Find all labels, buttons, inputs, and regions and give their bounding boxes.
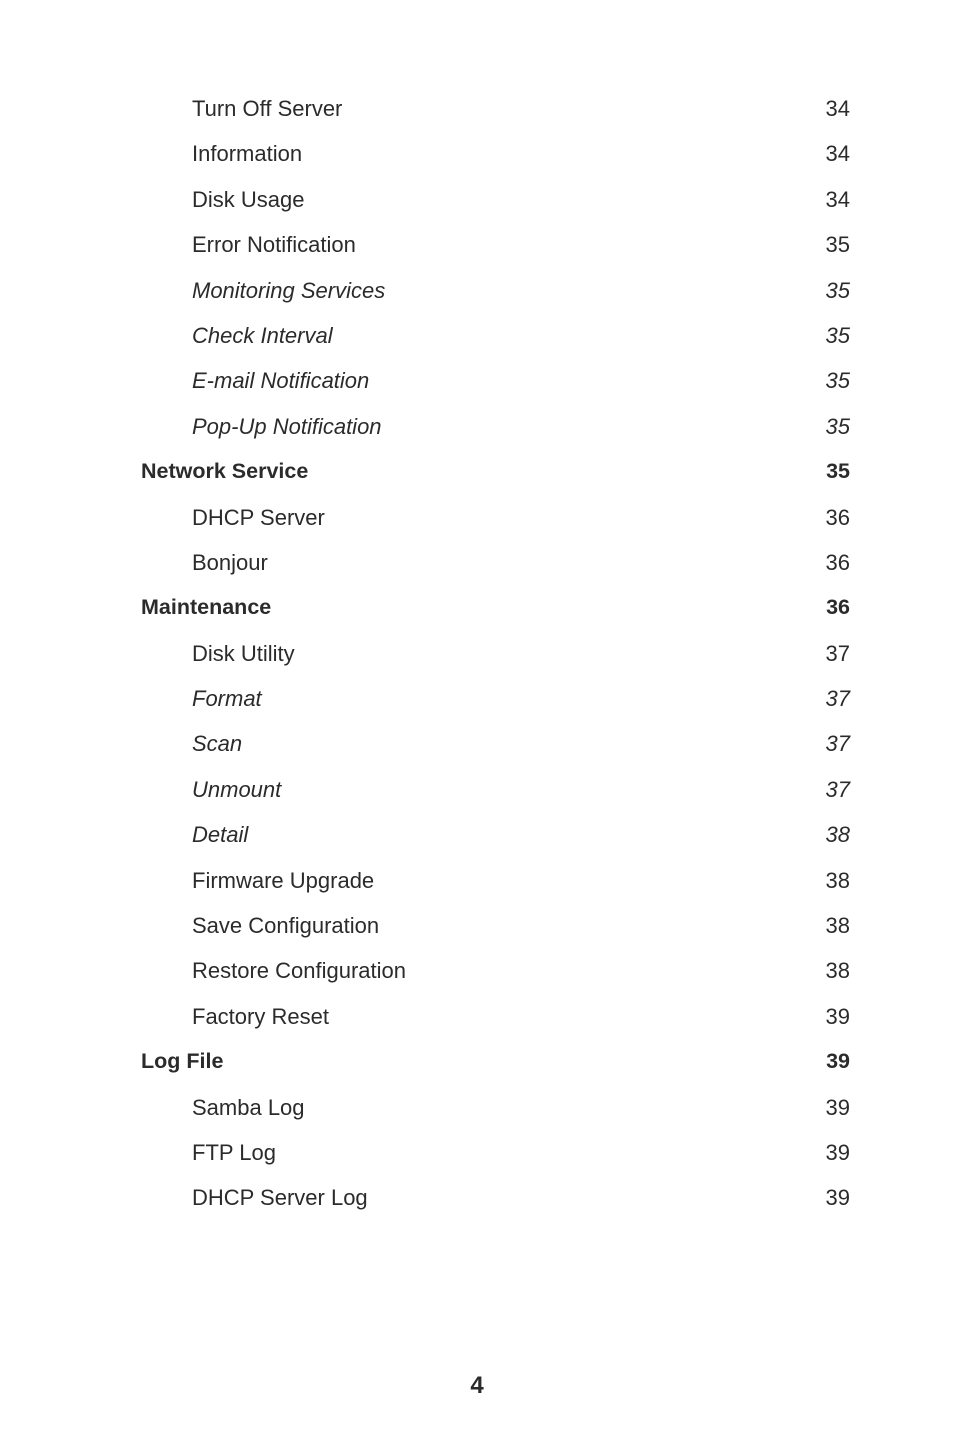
toc-entry-page-number: 35	[825, 232, 850, 258]
toc-entry-title: E-mail Notification	[192, 368, 370, 394]
toc-entry-title: Firmware Upgrade	[192, 867, 375, 893]
toc-entry-row[interactable]	[0, 631, 954, 676]
toc-entry-page-number: 34	[825, 141, 850, 167]
toc-entry-page-number: 35	[825, 277, 850, 303]
toc-entry-page-number: 37	[825, 731, 850, 757]
toc-entry-title: Detail	[192, 822, 249, 848]
toc-entry-page-number: 38	[825, 822, 850, 848]
toc-section-row[interactable]	[0, 1039, 954, 1084]
toc-entry-row[interactable]	[0, 1085, 954, 1130]
toc-entry-row[interactable]	[0, 812, 954, 857]
toc-entry-title: Scan	[192, 731, 243, 757]
toc-entry-row[interactable]	[0, 858, 954, 903]
toc-entry-page-number: 35	[825, 413, 850, 439]
toc-entry-row[interactable]	[0, 994, 954, 1039]
toc-entry-row[interactable]	[0, 948, 954, 993]
toc-entry-title: Maintenance	[141, 595, 272, 620]
toc-entry-page-number: 35	[825, 322, 850, 348]
toc-entry-title: Pop-Up Notification	[192, 413, 382, 439]
toc-entry-title: Information	[192, 141, 303, 167]
toc-entry-title: Log File	[141, 1049, 224, 1074]
toc-entry-row[interactable]	[0, 540, 954, 585]
toc-entry-row[interactable]	[0, 131, 954, 176]
toc-entry-page-number: 34	[825, 96, 850, 121]
toc-entry-title: DHCP Server Log	[192, 1185, 368, 1211]
toc-entry-page-number: 39	[825, 1185, 850, 1211]
toc-entry-page-number: 37	[825, 686, 850, 712]
toc-entry-page-number: 39	[825, 1139, 850, 1165]
toc-section-row[interactable]	[0, 449, 954, 494]
toc-entry-page-number: 35	[825, 368, 850, 394]
toc-entry-row[interactable]	[0, 1175, 954, 1220]
toc-entry-page-number: 39	[825, 1094, 850, 1120]
toc-entry-page-number: 36	[826, 595, 850, 620]
toc-entry-row[interactable]	[0, 222, 954, 267]
page-number: 4	[470, 1372, 484, 1399]
toc-entry-title: DHCP Server	[192, 504, 325, 530]
toc-entry-row[interactable]	[0, 1130, 954, 1175]
toc-entry-title: Error Notification	[192, 232, 356, 258]
toc-entry-title: Monitoring Services	[192, 277, 386, 303]
toc-entry-page-number: 38	[825, 867, 850, 893]
toc-entry-title: Turn Off Server	[192, 96, 343, 121]
toc-entry-title: FTP Log	[192, 1139, 276, 1165]
toc-entry-row[interactable]	[0, 721, 954, 766]
toc-entry-title: Format	[192, 686, 262, 712]
toc-entry-page-number: 39	[825, 1003, 850, 1029]
toc-entry-row[interactable]	[0, 313, 954, 358]
toc-entry-page-number: 35	[826, 459, 850, 484]
toc-entry-title: Samba Log	[192, 1094, 305, 1120]
toc-entry-row[interactable]	[0, 404, 954, 449]
toc-entry-page-number: 36	[825, 504, 850, 530]
toc-entry-row[interactable]	[0, 358, 954, 403]
toc-entry-page-number: 38	[825, 958, 850, 984]
toc-entry-page-number: 39	[826, 1049, 850, 1074]
toc-entry-row[interactable]	[0, 86, 954, 131]
toc-entry-row[interactable]	[0, 268, 954, 313]
toc-entry-page-number: 37	[825, 776, 850, 802]
toc-entry-title: Factory Reset	[192, 1003, 329, 1029]
toc-entry-row[interactable]	[0, 767, 954, 812]
toc-entry-row[interactable]	[0, 177, 954, 222]
toc-entry-title: Disk Usage	[192, 186, 305, 212]
toc-entry-title: Save Configuration	[192, 913, 380, 939]
table-of-contents	[0, 86, 954, 1221]
toc-entry-page-number: 38	[825, 913, 850, 939]
toc-entry-page-number: 36	[825, 549, 850, 575]
toc-entry-title: Network Service	[141, 459, 309, 484]
toc-entry-title: Restore Configuration	[192, 958, 407, 984]
toc-entry-row[interactable]	[0, 495, 954, 540]
toc-section-row[interactable]	[0, 585, 954, 630]
toc-entry-title: Check Interval	[192, 322, 333, 348]
toc-entry-title: Disk Utility	[192, 640, 295, 666]
toc-entry-page-number: 34	[825, 186, 850, 212]
toc-entry-row[interactable]	[0, 903, 954, 948]
toc-entry-page-number: 37	[825, 640, 850, 666]
toc-entry-title: Bonjour	[192, 549, 268, 575]
toc-entry-title: Unmount	[192, 776, 282, 802]
toc-entry-row[interactable]	[0, 676, 954, 721]
